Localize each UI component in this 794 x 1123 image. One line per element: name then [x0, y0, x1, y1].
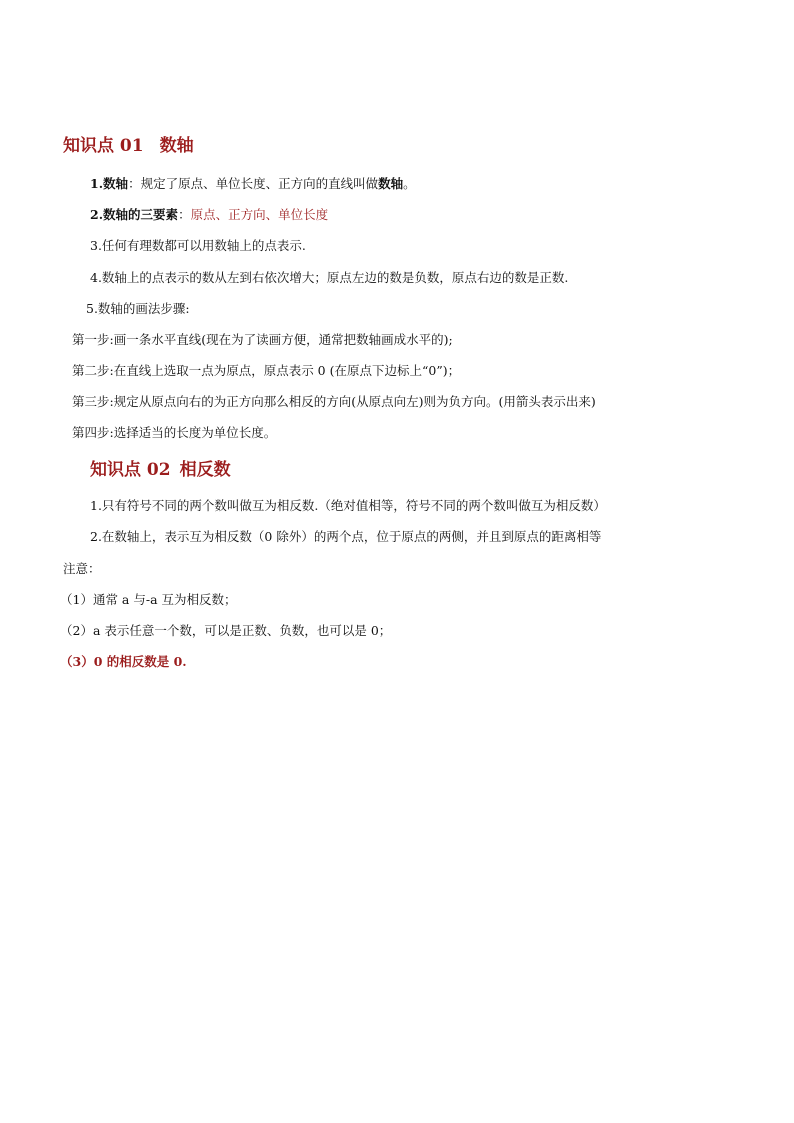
term-emphasis: 数轴 [378, 176, 404, 191]
punctuation: 。 [403, 176, 416, 191]
opposite-on-number-line: 2.在数轴上，表示互为相反数（0 除外）的两个点，位于原点的两侧，并且到原点的距离相等 [90, 529, 602, 544]
step-three: 第三步:规定从原点向右的为正方向那么相反的方向(从原点向左)则为负方向。(用箭头表示出来) [72, 394, 596, 409]
step-one: 第一步:画一条水平直线(现在为了读画方便，通常把数轴画成水平的); [72, 332, 453, 347]
section-number: 知识点 01 [63, 136, 144, 156]
section-heading-number-line [63, 135, 194, 157]
opposite-definition: 1.只有符号不同的两个数叫做互为相反数.（绝对值相等，符号不同的两个数叫做互为相反数） [90, 498, 606, 513]
section-number: 知识点 02 [90, 460, 171, 480]
point-representation: 3.任何有理数都可以用数轴上的点表示. [90, 238, 306, 253]
term-label: 2.数轴的三要素 [90, 207, 179, 222]
note-item-3: （3）0 的相反数是 0. [60, 654, 187, 669]
section-heading-opposite-numbers [90, 459, 231, 481]
term-label: 1.数轴 [90, 176, 129, 191]
note-item-2: （2）a 表示任意一个数，可以是正数、负数，也可以是 0； [60, 623, 392, 638]
definition-text: ：规定了原点、单位长度、正方向的直线叫做 [128, 176, 379, 191]
note-item-1: （1）通常 a 与-a 互为相反数； [60, 592, 237, 607]
note-label: 注意： [63, 561, 101, 576]
separator: ： [178, 207, 191, 222]
order-on-number-line: 4.数轴上的点表示的数从左到右依次增大；原点左边的数是负数，原点右边的数是正数. [90, 270, 569, 285]
elements-list: 原点、正方向、单位长度 [190, 207, 329, 222]
drawing-steps-title: 5.数轴的画法步骤: [86, 301, 190, 316]
definition-number-line [90, 175, 416, 193]
section-title: 数轴 [159, 136, 194, 156]
step-four: 第四步:选择适当的长度为单位长度。 [72, 425, 277, 440]
section-title: 相反数 [179, 460, 231, 480]
three-elements [90, 206, 328, 224]
step-two: 第二步:在直线上选取一点为原点，原点表示 0 (在原点下边标上“0”)； [72, 363, 461, 378]
